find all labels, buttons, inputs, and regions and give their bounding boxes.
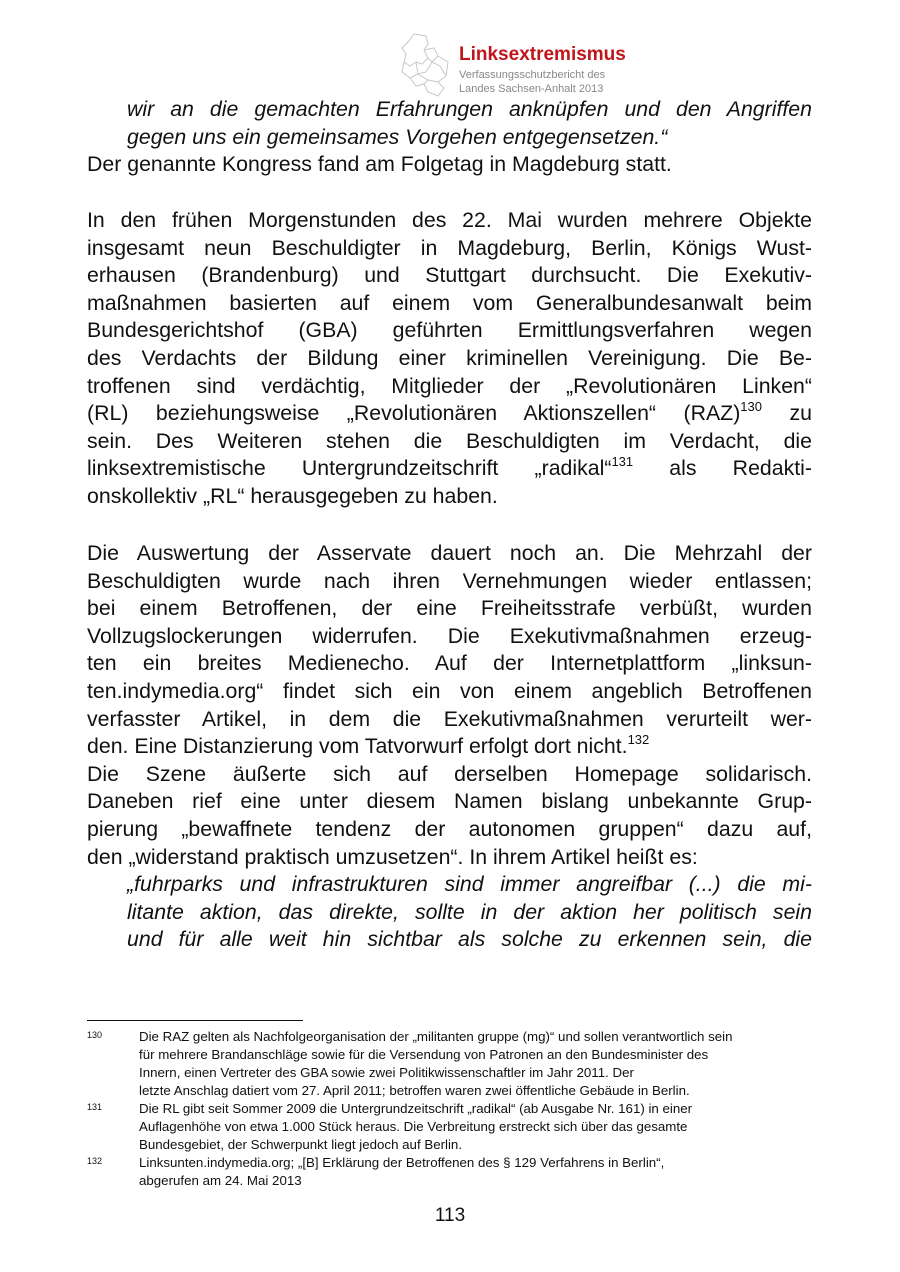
paragraph-line: In den frühen Morgenstunden des 22. Mai wurden mehrere Objekte [87, 208, 812, 232]
footnote-131: 131 Die RL gibt seit Sommer 2009 die Untergrundzeitschrift „radikal“ (ab Ausgabe Nr. 161) in einer Auflagenhöhe von etwa 1.000 Stück heraus. Die Verbreitung erstreckt sich über das gesamte Bundesgebiet, der Schwerpunkt liegt jedoch auf Berlin. [87, 1100, 817, 1154]
footnote-number: 132 [87, 1156, 103, 1166]
footnote-number: 130 [87, 1030, 103, 1040]
paragraph-line: insgesamt neun Beschuldigter in Magdeburg, Berlin, Königs Wust- [87, 235, 812, 260]
quote-line: wir an die gemachten Erfahrungen anknüpfen und den Angriffen [127, 97, 812, 121]
footnote-ref-132[interactable]: 132 [627, 732, 650, 748]
paragraph-line: pierung „bewaffnete tendenz der autonomen gruppen“ dazu auf, [87, 816, 812, 841]
paragraph-line: Beschuldigten wurde nach ihren Vernehmungen wieder entlassen; [87, 568, 812, 593]
page-header [398, 32, 698, 102]
paragraph-line: ten.indymedia.org“ findet sich ein von einem angeblich Betroffenen [87, 678, 812, 703]
paragraph-line: Die Auswertung der Asservate dauert noch an. Die Mehrzahl der [87, 541, 812, 565]
paragraph-line: Vollzugslockerungen widerrufen. Die Exekutivmaßnahmen erzeug- [87, 623, 812, 648]
footnote-ref-130[interactable]: 130 [740, 399, 762, 415]
paragraph-line: sein. Des Weiteren stehen die Beschuldigten im Verdacht, die [87, 428, 812, 453]
footnote-divider [87, 1020, 303, 1021]
quote-line: und für alle weit hin sichtbar als solche zu erkennen sein, die [127, 927, 812, 952]
paragraph-line: erhausen (Brandenburg) und Stuttgart durchsucht. Die Exekutiv- [87, 263, 812, 288]
quote-line: „fuhrparks und infrastrukturen sind immer angreifbar (...) die mi- [127, 872, 812, 897]
footnote-132: 132 Linksunten.indymedia.org; „[B] Erklärung der Betroffenen des § 129 Verfahrens in Berlin“, abgerufen am 24. Mai 2013 [87, 1154, 817, 1190]
paragraph-line: onskollektiv „RL“ herausgegeben zu haben. [87, 483, 498, 508]
header-subtitle-line: Landes Sachsen-Anhalt 2013 [459, 82, 604, 95]
page-number: 113 [434, 1205, 466, 1226]
paragraph-line: ten ein breites Medienecho. Auf der Internetplattform „linksun- [87, 651, 812, 676]
footnote-130: 130 Die RAZ gelten als Nachfolgeorganisation der „militanten gruppe (mg)“ und sollen verantwortlich sein für mehrere Brandanschläge sowie für die Versendung von Patronen an den Bundesminister des Innern, einen Vertreter des GBA sowie zwei Politikwissenschaftler im Jahr 2011. Der letzte Anschlag datiert vom 27. April 2011; betroffen waren zwei öffentliche Gebäude in Berlin. [87, 1028, 817, 1100]
footnotes [87, 1028, 817, 1190]
paragraph-line: des Verdachts der Bildung einer kriminellen Vereinigung. Die Be- [87, 345, 812, 370]
header-subtitle [459, 69, 605, 96]
paragraph-line: linksextremistische Untergrundzeitschrift „radikal“$^{131}$ als Redakti- [87, 454, 812, 481]
quote-block-top [87, 96, 812, 179]
paragraph-line: verfasster Artikel, in dem die Exekutivmaßnahmen verurteilt wer- [87, 706, 812, 731]
paragraph-line: Bundesgerichtshof (GBA) geführten Ermittlungsverfahren wegen [87, 318, 812, 343]
paragraph-line: maßnahmen basierten auf einem vom Generalbundesanwalt beim [87, 290, 812, 315]
footnote-number: 131 [87, 1102, 103, 1112]
sachsen-anhalt-map-icon [398, 32, 454, 100]
header-subtitle-line: Verfassungsschutzbericht des [459, 69, 606, 81]
quote-block-bottom [127, 871, 812, 954]
paragraph-line: Daneben rief eine unter diesem Namen bislang unbekannte Grup- [87, 789, 812, 814]
paragraph-line: bei einem Betroffenen, der eine Freiheitsstrafe verbüßt, wurden [87, 596, 812, 621]
footnote-ref-131[interactable]: 131 [611, 454, 634, 470]
paragraph-line: den „widerstand praktisch umzusetzen“. In ihrem Artikel heißt es: [87, 844, 698, 869]
paragraph-line: (RL) beziehungsweise „Revolutionären Aktionszellen“ (RAZ)$^{130}$ zu [87, 399, 812, 426]
paragraph-line: Der genannte Kongress fand am Folgetag in Magdeburg statt. [87, 152, 672, 177]
quote-line: litante aktion, das direkte, sollte in der aktion her politisch sein [127, 899, 812, 924]
paragraph-line: troffenen sind verdächtig, Mitglieder der „Revolutionären Linken“ [87, 373, 812, 398]
paragraph-searches [87, 207, 812, 511]
paragraph-evaluation [87, 540, 812, 954]
quote-line: gegen uns ein gemeinsames Vorgehen entgegensetzen.“ [127, 124, 668, 149]
paragraph-line: den. Eine Distanzierung vom Tatvorwurf erfolgt dort nicht.$^{132}$ [87, 732, 650, 759]
header-title: Linksextremismus [459, 44, 626, 65]
paragraph-line: Die Szene äußerte sich auf derselben Homepage solidarisch. [87, 761, 812, 786]
